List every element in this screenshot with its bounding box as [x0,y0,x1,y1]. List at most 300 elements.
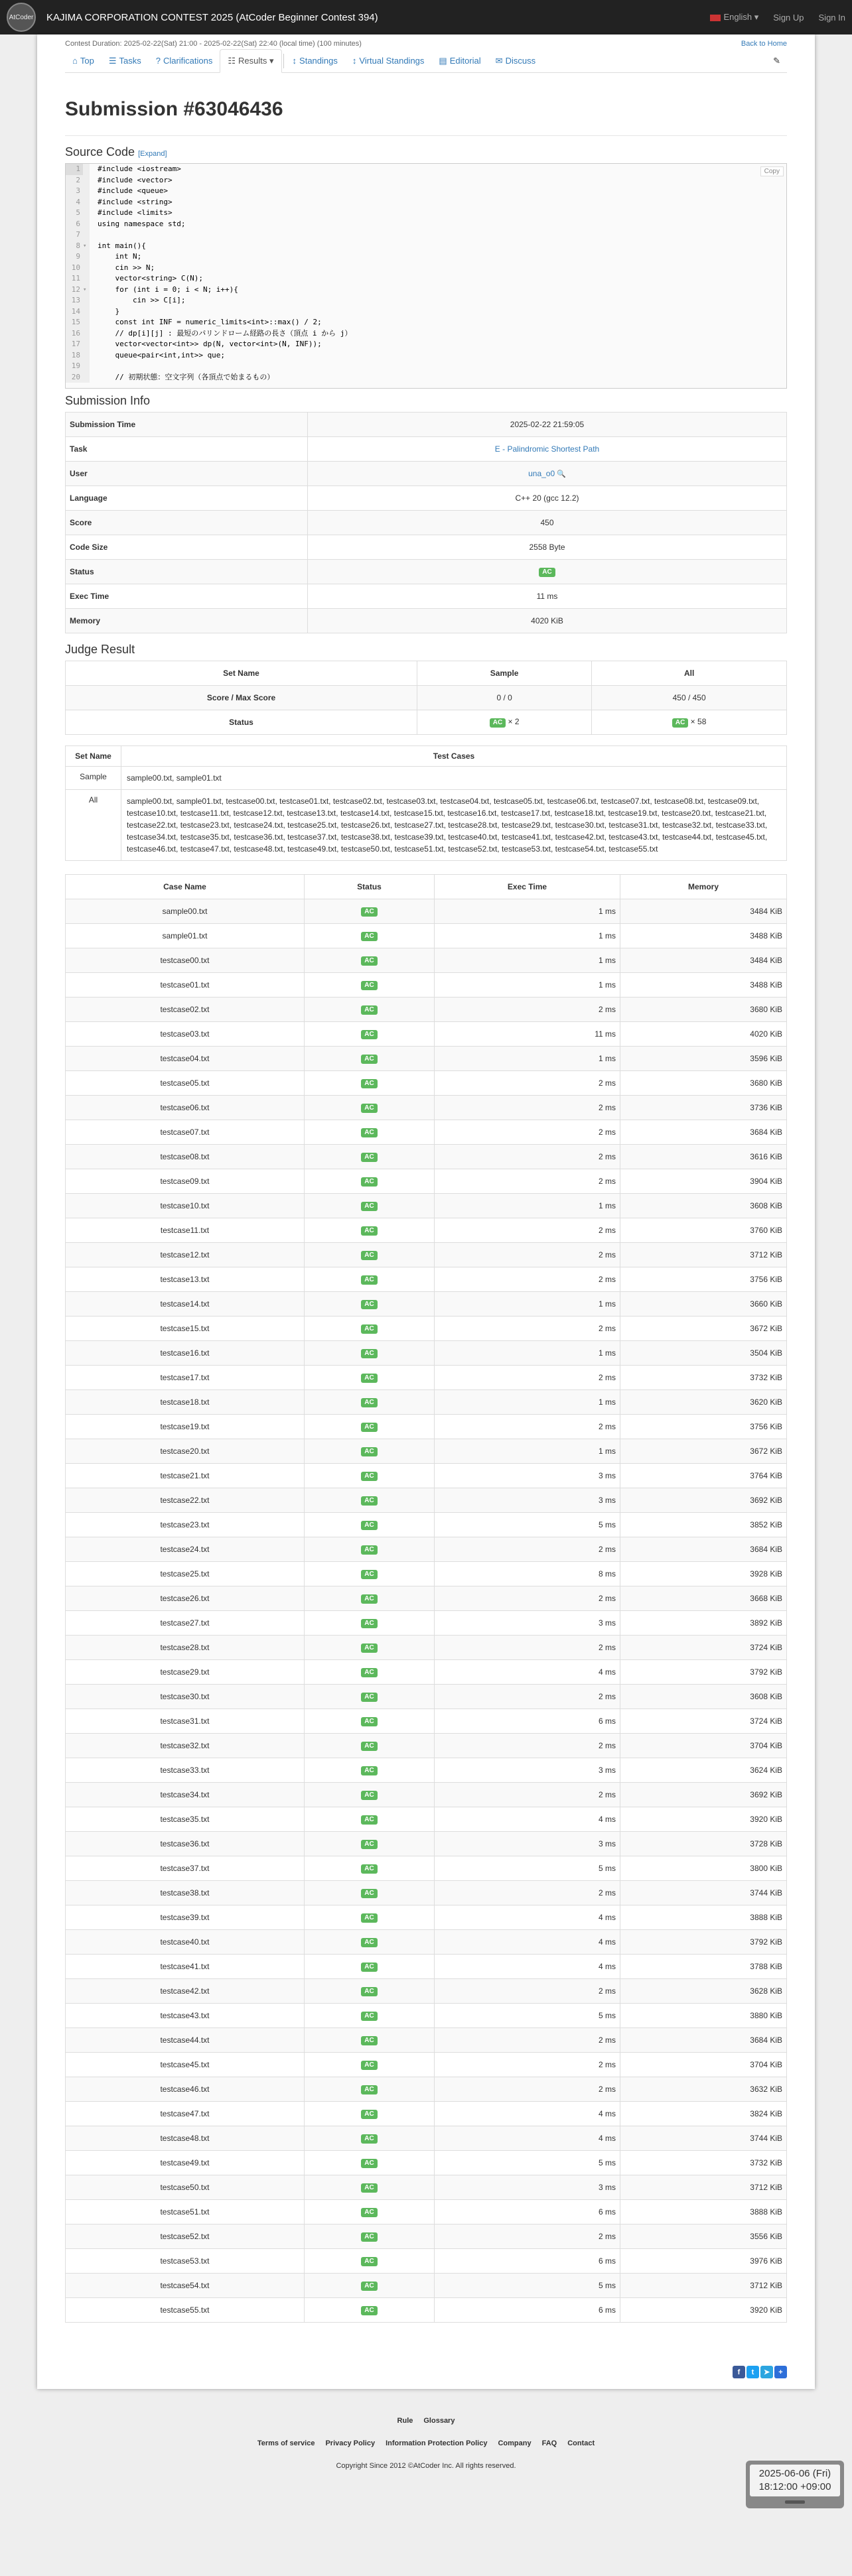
copy-button[interactable]: Copy [760,166,784,176]
code-line [66,186,786,197]
top-navbar [0,0,852,34]
case-status [305,1439,435,1464]
case-name: testcase18.txt [66,1390,305,1415]
tab-top[interactable] [65,49,102,73]
case-exec-time: 1 ms [435,948,620,973]
contest-nav-tabs [65,49,787,73]
th-exec-time: Exec Time [435,875,620,899]
set-name-sample: Sample [66,767,121,790]
ac-badge: AC [361,1005,377,1015]
language-dropdown[interactable]: English ▾ [710,12,758,23]
ac-badge: AC [361,1643,377,1653]
case-memory: 3684 KiB [620,1120,787,1145]
table-row [66,1783,787,1807]
facebook-icon[interactable]: f [733,2366,745,2378]
case-exec-time: 5 ms [435,2004,620,2028]
case-status [305,1096,435,1120]
info-key: Memory [66,609,308,633]
footer-link[interactable]: Privacy Policy [325,2439,376,2447]
case-memory: 3736 KiB [620,1096,787,1120]
tab-virtual-standings[interactable] [345,49,432,73]
signup-link[interactable]: Sign Up [773,12,804,23]
case-status [305,1562,435,1586]
case-status [305,1047,435,1071]
case-memory: 3920 KiB [620,1807,787,1832]
case-memory: 3684 KiB [620,2028,787,2053]
table-row [66,948,787,973]
case-status [305,1807,435,1832]
case-status [305,2200,435,2224]
case-name: testcase27.txt [66,1611,305,1636]
line-number: 1 [66,164,83,175]
case-status [305,1267,435,1292]
fold-marker: ▾ [83,241,90,252]
case-status [305,2298,435,2323]
case-name: testcase51.txt [66,2200,305,2224]
case-exec-time: 5 ms [435,1856,620,1881]
line-number: 14 [66,306,83,318]
table-row [66,1169,787,1194]
ac-badge: AC [361,2232,377,2242]
atcoder-logo[interactable] [7,3,36,32]
code-text: #include <iostream> [98,164,181,173]
virtual-standings-icon: ↕ [352,56,357,66]
case-status [305,1611,435,1636]
info-key: Submission Time [66,413,308,437]
ac-badge: AC [361,1766,377,1775]
case-memory: 3792 KiB [620,1930,787,1955]
code-line [66,229,786,241]
footer [0,2389,852,2515]
case-name: testcase55.txt [66,2298,305,2323]
code-line [66,306,786,318]
code-line [66,285,786,296]
table-row [66,1513,787,1537]
case-memory: 3488 KiB [620,924,787,948]
case-memory: 3488 KiB [620,973,787,998]
case-memory: 3692 KiB [620,1783,787,1807]
line-number: 12 [66,285,83,296]
case-memory: 3732 KiB [620,1366,787,1390]
code-line [66,295,786,306]
case-name: testcase45.txt [66,2053,305,2077]
info-value: 2558 Byte [308,535,787,560]
table-row [66,1194,787,1218]
case-name: testcase35.txt [66,1807,305,1832]
footer-link[interactable]: Contact [567,2439,595,2447]
fold-marker [83,317,90,328]
case-exec-time: 1 ms [435,1194,620,1218]
fold-marker [83,186,90,197]
info-key: Task [66,437,308,462]
code-text: #include <vector> [98,175,173,184]
case-name: testcase47.txt [66,2102,305,2126]
case-exec-time: 3 ms [435,1611,620,1636]
ac-badge: AC [361,1889,377,1898]
search-icon[interactable]: 🔍 [555,470,566,478]
fixed-clock-widget [746,2461,844,2508]
info-row [66,560,787,584]
ac-badge: AC [361,1374,377,1383]
status-badge: AC [539,568,555,577]
fold-marker [83,372,90,383]
submission-info-table [65,412,787,633]
clock-handle[interactable] [785,2500,805,2504]
footer-link[interactable]: Terms of service [257,2439,315,2447]
fold-marker [83,251,90,263]
line-number: 9 [66,251,83,263]
fold-marker [83,197,90,208]
case-name: testcase02.txt [66,998,305,1022]
case-name: testcase14.txt [66,1292,305,1317]
case-name: testcase40.txt [66,1930,305,1955]
code-line [66,372,786,383]
main-container [37,34,815,2389]
th-test-cases: Test Cases [121,746,787,767]
ac-badge: AC [361,1987,377,1996]
ac-badge: AC [361,1153,377,1162]
table-row [66,2151,787,2175]
case-name: testcase12.txt [66,1243,305,1267]
case-name: testcase43.txt [66,2004,305,2028]
tasks-icon: ☰ [108,55,117,66]
case-memory: 3920 KiB [620,2298,787,2323]
case-exec-time: 6 ms [435,2249,620,2274]
case-exec-time: 8 ms [435,1562,620,1586]
tab-label: Clarifications [163,56,213,66]
case-name: testcase38.txt [66,1881,305,1905]
table-row [66,1292,787,1317]
code-line [66,251,786,263]
ac-badge: AC [361,1963,377,1972]
tab-editorial[interactable] [431,49,488,73]
case-status [305,1905,435,1930]
case-status [305,2053,435,2077]
case-memory: 3608 KiB [620,1685,787,1709]
all-case-list: sample00.txt, sample01.txt, testcase00.txt, testcase01.txt, testcase02.txt, testcase03.txt, testcase04.txt, testcase05.txt, testcase06.txt, testcase07.txt, testcase08.txt, testcase09.txt, testcase10.txt, testcase11.txt, testcase12.txt, testcase13.txt, testcase14.txt, testcase15.txt, testcase16.txt, testcase17.txt, testcase18.txt, testcase19.txt, testcase20.txt, testcase21.txt, testcase22.txt, testcase23.txt, testcase24.txt, testcase25.txt, testcase26.txt, testcase27.txt, testcase28.txt, testcase29.txt, testcase30.txt, testcase31.txt, testcase32.txt, testcase33.txt, testcase34.txt, testcase35.txt, testcase36.txt, testcase37.txt, testcase38.txt, testcase39.txt, testcase40.txt, testcase41.txt, testcase42.txt, testcase43.txt, testcase44.txt, testcase45.txt, testcase46.txt, testcase47.txt, testcase48.txt, testcase49.txt, testcase50.txt, testcase51.txt, testcase52.txt, testcase53.txt, testcase54.txt, testcase55.txt [121,790,787,861]
case-name: testcase17.txt [66,1366,305,1390]
table-row [66,1537,787,1562]
case-exec-time: 2 ms [435,1145,620,1169]
case-memory: 3620 KiB [620,1390,787,1415]
case-name: testcase42.txt [66,1979,305,2004]
table-row [66,2298,787,2323]
source-code-title: Source Code [65,145,135,159]
clock-time: 18:12:00 +09:00 [758,2481,831,2492]
home-icon: ⌂ [72,56,78,66]
code-line [66,350,786,361]
case-name: testcase34.txt [66,1783,305,1807]
case-name: testcase54.txt [66,2274,305,2298]
contest-duration-bar [65,34,787,49]
set-name-all: All [66,790,121,861]
table-row [66,1317,787,1341]
case-status [305,899,435,924]
pin-icon[interactable]: ✎ [773,56,780,66]
fold-marker [83,219,90,230]
case-exec-time: 3 ms [435,1758,620,1783]
case-memory: 3888 KiB [620,2200,787,2224]
line-number: 3 [66,186,83,197]
case-name: testcase11.txt [66,1218,305,1243]
code-text: cin >> C[i]; [98,296,186,304]
case-memory: 4020 KiB [620,1022,787,1047]
case-exec-time: 1 ms [435,1390,620,1415]
info-value: 2025-02-22 21:59:05 [308,413,787,437]
divider [65,135,787,136]
case-memory: 3684 KiB [620,1537,787,1562]
ac-badge: AC [361,1594,377,1604]
contest-title[interactable]: KAJIMA CORPORATION CONTEST 2025 (AtCoder Beginner Contest 394) [46,11,378,23]
signin-link[interactable]: Sign In [818,12,845,23]
case-exec-time: 6 ms [435,2298,620,2323]
code-text: #include <string> [98,197,173,206]
ac-badge: AC [361,2282,377,2291]
case-name: testcase09.txt [66,1169,305,1194]
tab-label: Editorial [449,56,481,66]
footer-link[interactable]: Information Protection Policy [386,2439,488,2447]
info-value [308,560,787,584]
case-exec-time: 2 ms [435,1243,620,1267]
ac-badge: AC [361,1423,377,1432]
case-memory: 3672 KiB [620,1439,787,1464]
fold-marker [83,175,90,186]
case-memory: 3800 KiB [620,1856,787,1881]
ac-badge: AC [361,1275,377,1285]
code-text: int main(){ [98,241,146,250]
table-row [66,973,787,998]
case-name: testcase06.txt [66,1096,305,1120]
fold-marker [83,328,90,340]
case-status [305,998,435,1022]
case-status [305,1120,435,1145]
case-name: sample00.txt [66,899,305,924]
user-link[interactable]: una_o0 [528,469,555,478]
line-number: 2 [66,175,83,186]
case-exec-time: 2 ms [435,2077,620,2102]
case-status [305,2102,435,2126]
case-name: testcase30.txt [66,1685,305,1709]
case-memory: 3744 KiB [620,2126,787,2151]
case-exec-time: 2 ms [435,1881,620,1905]
source-code-heading [65,145,787,159]
code-line [66,361,786,372]
case-exec-time: 2 ms [435,1415,620,1439]
ac-badge: AC [361,2061,377,2070]
ac-badge: AC [361,1545,377,1555]
th-set-name: Set Name [66,746,121,767]
sample-case-list: sample00.txt, sample01.txt [121,767,787,790]
case-name: testcase28.txt [66,1636,305,1660]
case-name: testcase53.txt [66,2249,305,2274]
back-to-home-link[interactable]: Back to Home [741,40,787,48]
tab-clarifications[interactable] [149,49,220,73]
case-memory: 3628 KiB [620,1979,787,2004]
tab-label: Results ▾ [238,56,274,66]
footer-link[interactable]: Company [498,2439,532,2447]
case-memory: 3704 KiB [620,2053,787,2077]
table-row [66,1439,787,1464]
code-text: queue<pair<int,int>> que; [98,350,226,359]
info-value [308,462,787,486]
task-link[interactable]: E - Palindromic Shortest Path [494,444,600,454]
table-row [66,1807,787,1832]
case-name: testcase15.txt [66,1317,305,1341]
fold-marker [83,339,90,350]
tab-standings[interactable] [285,49,345,73]
case-exec-time: 4 ms [435,1905,620,1930]
table-row [66,1267,787,1292]
code-text: vector<vector<int>> dp(N, vector<int>(N, INF)); [98,340,322,348]
expand-link[interactable]: [Expand] [138,150,167,158]
case-status [305,1071,435,1096]
case-memory: 3760 KiB [620,1218,787,1243]
case-exec-time: 1 ms [435,1292,620,1317]
question-icon: ? [155,56,161,66]
case-status [305,1537,435,1562]
ac-badge: AC [361,2110,377,2119]
case-name: testcase05.txt [66,1071,305,1096]
case-memory: 3756 KiB [620,1415,787,1439]
table-row [66,1145,787,1169]
table-row [66,1955,787,1979]
table-row [66,1415,787,1439]
info-value [308,437,787,462]
telegram-icon[interactable]: ➤ [760,2366,773,2378]
ac-badge: AC [361,1177,377,1187]
case-exec-time: 2 ms [435,1267,620,1292]
case-status [305,924,435,948]
table-row [66,1218,787,1243]
source-code-editor[interactable] [65,163,787,389]
info-value: 4020 KiB [308,609,787,633]
case-name: testcase31.txt [66,1709,305,1734]
case-status [305,1832,435,1856]
case-exec-time: 4 ms [435,1955,620,1979]
case-exec-time: 6 ms [435,2200,620,2224]
case-status [305,1856,435,1881]
code-text: for (int i = 0; i < N; i++){ [98,285,238,294]
case-exec-time: 4 ms [435,1807,620,1832]
judge-result-heading: Judge Result [65,643,135,656]
case-memory: 3672 KiB [620,1317,787,1341]
copyright: Copyright Since 2012 ©AtCoder Inc. All rights reserved. [336,2462,516,2470]
discuss-icon: ✉ [495,55,503,66]
case-memory: 3904 KiB [620,1169,787,1194]
footer-link[interactable]: Glossary [423,2417,455,2425]
ac-badge: AC [361,1030,377,1039]
case-status [305,1366,435,1390]
case-name: testcase41.txt [66,1955,305,1979]
case-status [305,1734,435,1758]
case-exec-time: 1 ms [435,973,620,998]
tab-tasks[interactable] [102,49,149,73]
case-exec-time: 2 ms [435,998,620,1022]
ac-badge: AC [361,1742,377,1751]
case-status [305,1758,435,1783]
table-row [66,2224,787,2249]
case-exec-time: 6 ms [435,1709,620,1734]
table-row [66,2126,787,2151]
fold-marker [83,164,90,175]
footer-link[interactable]: FAQ [541,2439,557,2447]
code-text: #include <queue> [98,186,168,195]
footer-link[interactable]: Rule [397,2417,413,2425]
info-row [66,462,787,486]
tab-discuss[interactable] [488,49,543,73]
twitter-icon[interactable]: t [746,2366,759,2378]
ac-badge: AC [361,956,377,966]
table-row [66,2249,787,2274]
sample-count: × 2 [508,717,520,726]
ac-badge: AC [361,1251,377,1260]
case-status [305,2249,435,2274]
ac-badge: AC [361,907,377,917]
tab-results[interactable] [220,49,281,73]
case-name: testcase16.txt [66,1341,305,1366]
ac-badge: AC [361,1300,377,1309]
case-exec-time: 3 ms [435,1464,620,1488]
case-exec-time: 11 ms [435,1022,620,1047]
ac-badge: AC [490,718,506,728]
line-number: 11 [66,273,83,285]
case-name: testcase24.txt [66,1537,305,1562]
plus-icon[interactable]: + [774,2366,787,2378]
info-key: Language [66,486,308,511]
case-status [305,1194,435,1218]
case-status [305,1390,435,1415]
line-number: 4 [66,197,83,208]
case-status [305,1415,435,1439]
case-memory: 3680 KiB [620,998,787,1022]
case-exec-time: 2 ms [435,2053,620,2077]
ac-badge: AC [361,2012,377,2021]
ac-badge: AC [361,1472,377,1481]
case-exec-time: 4 ms [435,2126,620,2151]
case-memory: 3484 KiB [620,948,787,973]
ac-badge: AC [361,2085,377,2094]
table-row [66,1488,787,1513]
tab-label: Tasks [119,56,141,66]
case-memory: 3852 KiB [620,1513,787,1537]
case-memory: 3928 KiB [620,1562,787,1586]
line-number: 17 [66,339,83,350]
code-line [66,197,786,208]
case-name: testcase25.txt [66,1562,305,1586]
case-status [305,1586,435,1611]
case-memory: 3692 KiB [620,1488,787,1513]
table-row [66,2077,787,2102]
case-exec-time: 2 ms [435,2224,620,2249]
ac-badge: AC [361,1079,377,1088]
code-line [66,175,786,186]
case-status [305,2224,435,2249]
table-row [66,1120,787,1145]
case-status [305,1341,435,1366]
case-status [305,1783,435,1807]
ac-badge: AC [361,1521,377,1530]
fold-marker [83,208,90,219]
fold-marker [83,295,90,306]
ac-badge: AC [361,1496,377,1506]
case-memory: 3976 KiB [620,2249,787,2274]
tab-label: Discuss [505,56,536,66]
case-status [305,1022,435,1047]
case-status [305,1955,435,1979]
case-exec-time: 2 ms [435,1071,620,1096]
submission-info-heading: Submission Info [65,394,151,407]
line-number: 16 [66,328,83,340]
